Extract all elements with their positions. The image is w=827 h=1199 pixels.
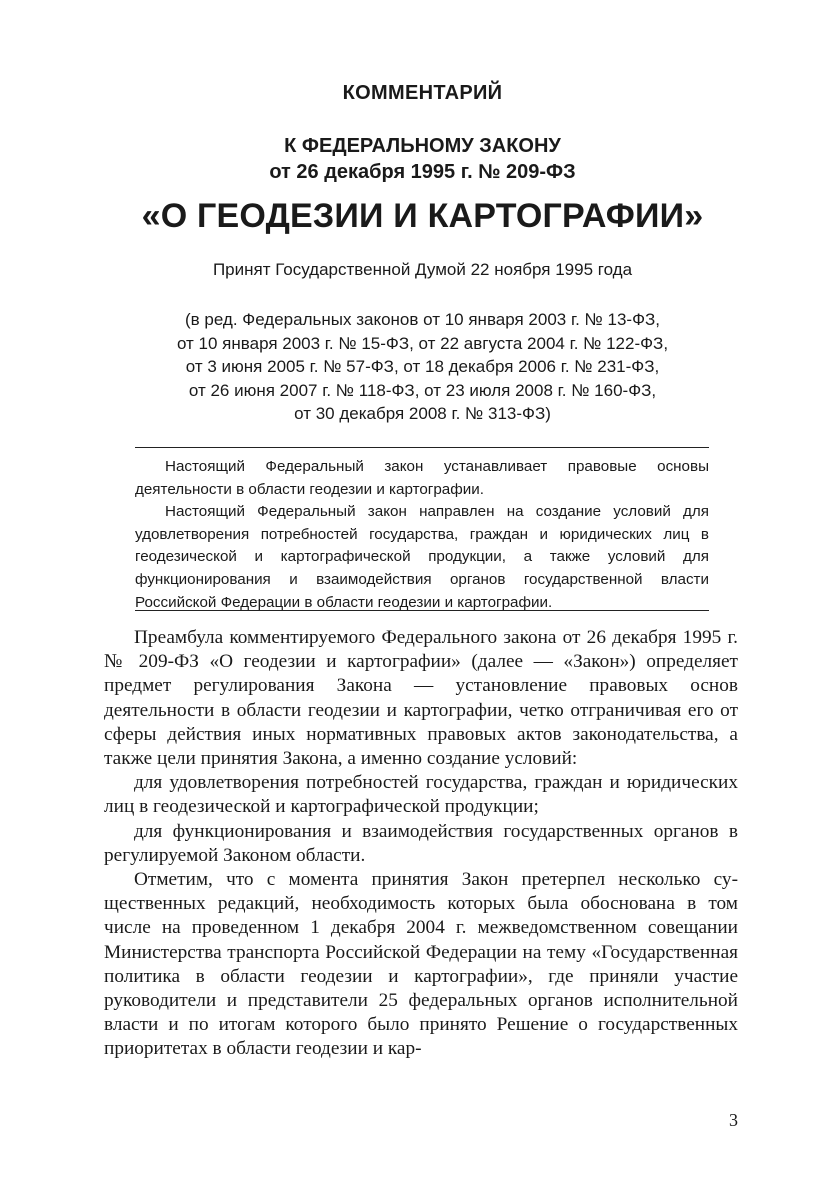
preamble-box — [135, 456, 709, 614]
commentary-paragraph: Отметим, что с момента принятия Закон претерпел несколько существенных редакций, необходимость которых была обоснована в том числе на проведенном 1 декабря 2004 г. межведомственном совещании Министерства транспорта Российской Федерации на тему «Государственная политика в области геодезии и картографии», где приняли участие руководители и представители 25 федеральных органов исполнительной власти и по итогам которого было принято Решение о государственных приоритетах в области геодезии и кар- — [104, 869, 738, 1060]
commentary-paragraph: для удовлетворения потребностей государства, граждан и юридических лиц в геодезической и картографической продукции; — [104, 772, 738, 818]
commentary-body — [104, 626, 738, 1062]
preamble-paragraph: Настоящий Федеральный закон направлен на создание условий для удовлетворения потребностей государства, граждан и юридических лиц в геодезической и картографической продукции, а также условий для функционирования и взаимодействия органов государственной власти Российской Федерации в области геодезии и картографии. — [135, 503, 709, 611]
law-date-line: от 26 декабря 1995 г. № 209-ФЗ — [269, 161, 576, 183]
amendment-line: (в ред. Федеральных законов от 10 января 2003 г. № 13-ФЗ, — [184, 310, 660, 329]
commentary-paragraph: для функционирования и взаимодействия государственных органов в регулируемой Законом области. — [104, 820, 738, 866]
amendment-line: от 30 декабря 2008 г. № 313-ФЗ) — [294, 404, 551, 423]
adopted-note: Принят Государственной Думой 22 ноября 1995 года — [212, 260, 633, 279]
comment-heading: КОММЕНТАРИЙ — [342, 82, 503, 104]
preamble-top-rule — [135, 447, 709, 448]
preamble-bottom-rule — [135, 610, 709, 611]
amendments-block — [0, 308, 827, 426]
amendment-line: от 10 января 2003 г. № 15-ФЗ, от 22 августа 2004 г. № 122-ФЗ, — [176, 333, 669, 353]
law-reference — [0, 133, 827, 185]
amendment-line: от 3 июня 2005 г. № 57-ФЗ, от 18 декабря 2006 г. № 231-ФЗ, — [185, 357, 660, 376]
to-law-line: К ФЕДЕРАЛЬНОМУ ЗАКОНУ — [284, 135, 561, 157]
law-title: «О ГЕОДЕЗИИ И КАРТОГРАФИИ» — [141, 197, 704, 235]
page-number: 3 — [729, 1110, 738, 1130]
amendment-line: от 26 июня 2007 г. № 118-ФЗ, от 23 июля 2008 г. № 160-ФЗ, — [188, 380, 657, 400]
preamble-paragraph: Настоящий Федеральный закон устанавливает правовые основы деятельности в области геодезии и картографии. — [135, 458, 709, 498]
commentary-paragraph: Преамбула комментируемого Федерального закона от 26 декабря 1995 г. № 209-ФЗ «О геодезии и картографии» (далее — «Закон») определяет предмет регулирования Закона — установление правовых основ деятельности в области геодезии и картографии, четко отграничивая его от сферы действия иных нормативных правовых актов законодательства, а также цели принятия Закона, а именно создание условий: — [104, 627, 738, 770]
